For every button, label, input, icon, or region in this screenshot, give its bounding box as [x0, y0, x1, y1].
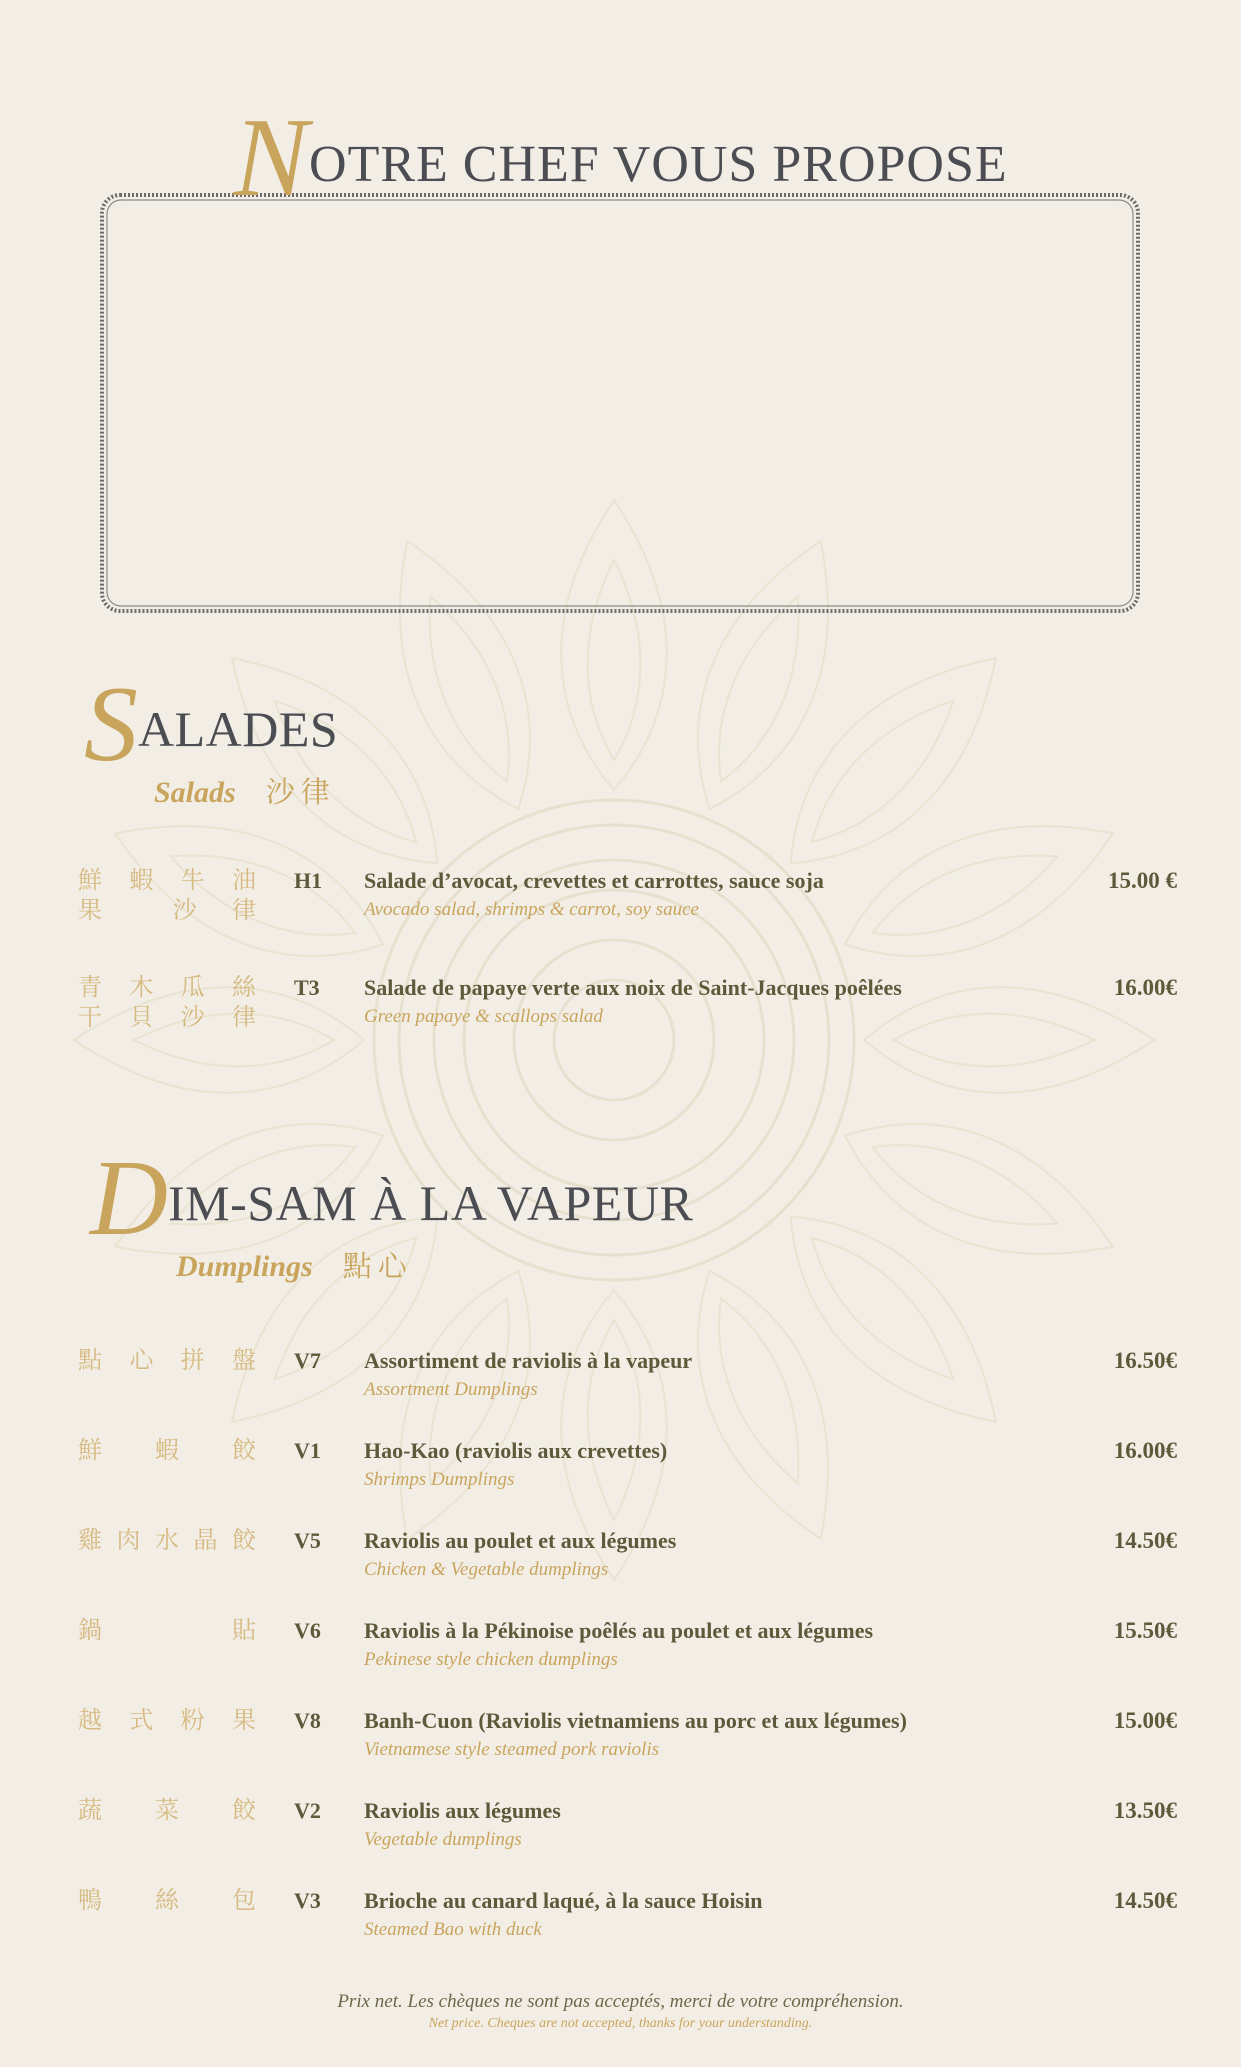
dish-chinese-char: 果 — [78, 898, 102, 924]
dish-chinese-char: 蝦 — [129, 868, 154, 894]
footer-note-fr: Prix net. Les chèques ne sont pas acceptés, merci de votre compréhension. — [337, 1991, 904, 2012]
dish-chinese-name — [78, 1436, 256, 1466]
dish-chinese-name — [78, 1526, 256, 1556]
dish-chinese-char: 餃 — [232, 1528, 256, 1554]
dimsum-subtitle-cn: 點心 — [342, 1251, 413, 1283]
dish-name-fr: Brioche au canard laqué, à la sauce Hoisin — [364, 1888, 763, 1913]
dish-chinese-char: 瓜 — [180, 975, 205, 1001]
dish-description — [364, 1436, 1064, 1494]
dish-chinese-char: 鍋 — [78, 1618, 102, 1644]
dish-chinese-name — [78, 866, 256, 926]
dish-name-fr: Hao-Kao (raviolis aux crevettes) — [364, 1438, 668, 1463]
dish-name-fr: Raviolis au poulet et aux légumes — [364, 1528, 677, 1553]
dish-price: 16.50€ — [1113, 1348, 1177, 1373]
dish-chinese-char: 點 — [78, 1348, 102, 1374]
dish-chinese-char: 晶 — [193, 1528, 218, 1554]
dish-description — [364, 866, 1064, 924]
salads-heading-rest: ALADES — [138, 701, 339, 757]
ornament-petal — [753, 621, 1033, 901]
dish-price: 14.50€ — [1113, 1528, 1177, 1553]
dimsum-subtitle — [176, 1244, 413, 1285]
dish-chinese-char: 木 — [129, 975, 154, 1001]
dish-chinese-char: 盤 — [231, 1348, 256, 1374]
chef-suggestion-frame — [100, 193, 1140, 613]
dimsum-heading-initial: D — [90, 1139, 168, 1258]
dish-code: T3 — [294, 975, 320, 1000]
salads-subtitle-cn: 沙律 — [265, 777, 336, 809]
dish-code: V6 — [294, 1618, 321, 1643]
salads-heading — [84, 665, 339, 784]
dish-chinese-name — [78, 1706, 256, 1736]
dish-chinese-name — [78, 1796, 256, 1826]
dish-code: V5 — [294, 1528, 321, 1553]
salads-subtitle — [154, 770, 336, 811]
dish-description — [364, 973, 1064, 1031]
dish-chinese-char: 貼 — [232, 1618, 256, 1644]
dish-chinese-char: 鴨 — [78, 1888, 102, 1914]
dish-chinese-char: 貝 — [129, 1005, 154, 1031]
chef-title-initial: N — [233, 96, 310, 220]
dish-chinese-char: 水 — [155, 1528, 179, 1554]
footer-note — [0, 1990, 1241, 2034]
dish-name-en: Green papaye & scallops salad — [364, 1006, 603, 1027]
dish-code: V8 — [294, 1708, 321, 1733]
dish-chinese-char: 肉 — [116, 1528, 141, 1554]
salads-heading-initial: S — [84, 665, 138, 784]
dish-description — [364, 1346, 1064, 1404]
footer-note-en: Net price. Cheques are not accepted, thanks for your understanding. — [428, 2016, 813, 2031]
dish-description — [364, 1706, 1064, 1764]
dish-chinese-char: 菜 — [155, 1798, 179, 1824]
dish-chinese-name — [78, 1346, 256, 1376]
dish-chinese-name — [78, 1886, 256, 1916]
dish-chinese-char: 餃 — [232, 1798, 256, 1824]
dish-chinese-char: 牛 — [180, 868, 205, 894]
dish-price: 15.00€ — [1113, 1708, 1177, 1733]
dish-chinese-char: 鮮 — [78, 868, 102, 894]
dish-chinese-name — [78, 973, 256, 1033]
dish-chinese-char: 蝦 — [155, 1438, 179, 1464]
dish-chinese-char: 雞 — [78, 1528, 102, 1554]
dish-price: 13.50€ — [1113, 1798, 1177, 1823]
dish-price: 14.50€ — [1113, 1888, 1177, 1913]
dish-chinese-char: 餃 — [232, 1438, 256, 1464]
dish-chinese-char: 青 — [78, 975, 102, 1001]
dish-code: V7 — [294, 1348, 321, 1373]
dish-chinese-char: 律 — [231, 898, 256, 924]
dish-name-fr: Raviolis aux légumes — [364, 1798, 561, 1823]
dimsum-subtitle-en: Dumplings — [176, 1250, 313, 1283]
dish-chinese-char: 干 — [78, 1005, 102, 1031]
dish-description — [364, 1796, 1064, 1854]
dish-code: H1 — [294, 868, 323, 893]
dish-name-en: Vietnamese style steamed pork raviolis — [364, 1739, 660, 1760]
dish-name-en: Shrimps Dumplings — [364, 1469, 515, 1490]
dish-name-fr: Assortiment de raviolis à la vapeur — [364, 1348, 693, 1373]
dish-code: V2 — [294, 1798, 321, 1823]
dish-chinese-char: 沙 — [172, 898, 197, 924]
dish-chinese-char: 鮮 — [78, 1438, 102, 1464]
dish-chinese-char: 越 — [78, 1708, 102, 1734]
dish-code: V1 — [294, 1438, 321, 1463]
ornament-petal — [195, 621, 475, 901]
dish-chinese-char: 律 — [231, 1005, 256, 1031]
salads-subtitle-en: Salads — [154, 776, 236, 809]
dish-chinese-char: 絲 — [231, 975, 256, 1001]
dish-price: 16.00€ — [1113, 975, 1177, 1000]
dish-name-fr: Salade de papaye verte aux noix de Saint-Jacques poêlées — [364, 975, 902, 1000]
dish-chinese-char: 包 — [232, 1888, 256, 1914]
dish-name-en: Vegetable dumplings — [364, 1829, 522, 1850]
dish-price: 15.00 € — [1108, 868, 1177, 893]
dimsum-heading — [90, 1139, 694, 1258]
dish-name-fr: Banh-Cuon (Raviolis vietnamiens au porc et aux légumes) — [364, 1708, 907, 1733]
dish-description — [364, 1886, 1064, 1944]
dish-chinese-char: 心 — [129, 1348, 154, 1374]
dish-name-en: Avocado salad, shrimps & carrot, soy sauce — [364, 899, 699, 920]
dish-chinese-name — [78, 1616, 256, 1646]
dish-description — [364, 1526, 1064, 1584]
dish-chinese-char: 拼 — [180, 1348, 205, 1374]
dish-name-en: Assortment Dumplings — [364, 1379, 538, 1400]
dish-name-en: Pekinese style chicken dumplings — [364, 1649, 618, 1670]
dish-chinese-char: 油 — [231, 868, 256, 894]
dish-chinese-char: 蔬 — [78, 1798, 102, 1824]
dish-name-en: Chicken & Vegetable dumplings — [364, 1559, 609, 1580]
dish-description — [364, 1616, 1064, 1674]
dimsum-heading-rest: IM-SAM À LA VAPEUR — [168, 1175, 694, 1231]
dish-name-fr: Salade d’avocat, crevettes et carrottes, sauce soja — [364, 868, 824, 893]
dish-price: 16.00€ — [1113, 1438, 1177, 1463]
dish-chinese-char: 式 — [129, 1708, 154, 1734]
chef-suggestion-title — [0, 96, 1241, 220]
dish-price: 15.50€ — [1113, 1618, 1177, 1643]
dish-name-en: Steamed Bao with duck — [364, 1919, 542, 1940]
ornament-petal — [753, 1179, 1033, 1459]
dish-code: V3 — [294, 1888, 321, 1913]
dish-chinese-char: 粉 — [180, 1708, 205, 1734]
dish-chinese-char: 果 — [231, 1708, 256, 1734]
dish-chinese-char: 沙 — [180, 1005, 205, 1031]
dish-name-fr: Raviolis à la Pékinoise poêlés au poulet et aux légumes — [364, 1618, 874, 1643]
dish-chinese-char: 絲 — [155, 1888, 179, 1914]
chef-title-rest: OTRE CHEF VOUS PROPOSE — [309, 136, 1008, 193]
